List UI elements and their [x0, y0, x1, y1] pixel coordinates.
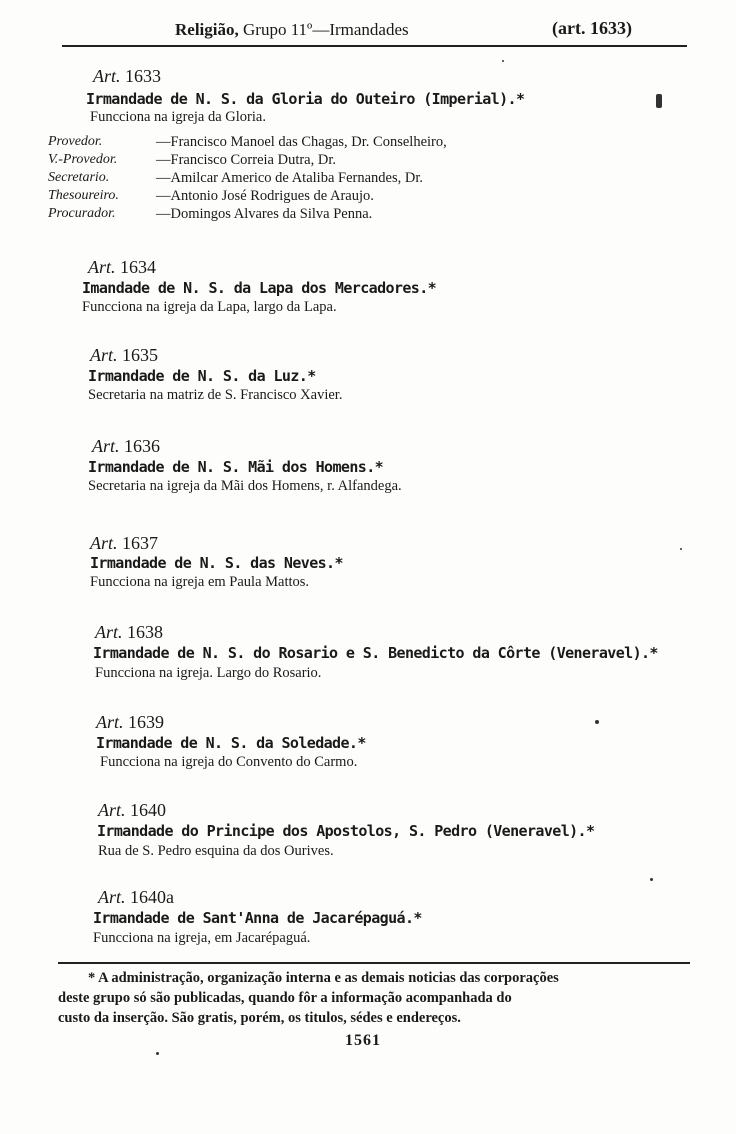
running-header	[175, 20, 409, 40]
officer-row	[48, 152, 568, 170]
officers-list	[48, 134, 568, 224]
article-title: Irmandade do Principe dos Apostolos, S. Pedro (Veneravel).*	[97, 822, 595, 840]
officer-role: Thesoureiro.	[48, 188, 119, 203]
footnote-line: custo da inserção. São gratis, porém, os titulos, sédes e endereços.	[58, 1010, 461, 1026]
ink-speck	[680, 548, 682, 550]
article-location: Funcciona na igreja. Largo do Rosario.	[95, 665, 322, 681]
article-number: Art. 1640a	[98, 887, 175, 907]
header-section: Religião,	[175, 20, 239, 39]
officer-name: —Francisco Manoel das Chagas, Dr. Conselheiro,	[156, 134, 447, 150]
article-number: Art. 1635	[90, 345, 159, 365]
officer-name: —Antonio José Rodrigues de Araujo.	[156, 188, 374, 204]
officer-row	[48, 170, 568, 188]
officer-row	[48, 134, 568, 152]
article-number: Art. 1637	[90, 533, 159, 553]
article-number: Art. 1633	[93, 66, 162, 86]
ink-speck	[502, 60, 504, 62]
article-title: Irmandade de N. S. da Gloria do Outeiro (Imperial).*	[86, 90, 525, 108]
article-location: Funcciona na igreja, em Jacarépaguá.	[93, 930, 311, 946]
officer-name: —Amilcar Americo de Ataliba Fernandes, Dr.	[156, 170, 423, 186]
officer-row	[48, 188, 568, 206]
article-location: Funcciona na igreja da Gloria.	[90, 109, 266, 125]
officer-role: Secretario.	[48, 170, 110, 185]
officer-row	[48, 206, 568, 224]
article-location: Funcciona na igreja da Lapa, largo da Lapa.	[82, 299, 337, 315]
article-location: Secretaria na igreja da Mãi dos Homens, r. Alfandega.	[88, 478, 402, 494]
ink-speck	[156, 1052, 159, 1055]
article-title: Irmandade de N. S. Mãi dos Homens.*	[88, 458, 384, 476]
article-title: Irmandade de N. S. da Luz.*	[88, 367, 316, 385]
article-location: Funcciona na igreja do Convento do Carmo.	[100, 754, 358, 770]
article-number: Art. 1638	[95, 622, 164, 642]
article-title: Irmandade de N. S. das Neves.*	[90, 554, 343, 572]
officer-name: —Domingos Alvares da Silva Penna.	[156, 206, 373, 222]
officer-role: V.-Provedor.	[48, 152, 118, 167]
header-group: Grupo 11º—Irmandades	[243, 20, 409, 39]
article-location: Rua de S. Pedro esquina da dos Ourives.	[98, 843, 334, 859]
footnote	[58, 968, 694, 1028]
article-title: Irmandade de N. S. da Soledade.*	[96, 734, 366, 752]
article-number: Art. 1640	[98, 800, 167, 820]
ink-speck	[650, 878, 653, 881]
page-number: 1561	[345, 1032, 381, 1049]
article-number: Art. 1639	[96, 712, 165, 732]
footnote-line: deste grupo só são publicadas, quando fôr a informação acompanhada do	[58, 990, 512, 1006]
article-number: Art. 1636	[92, 436, 161, 456]
ink-speck	[656, 94, 662, 108]
article-title: Irmandade de Sant'Anna de Jacarépaguá.*	[93, 909, 422, 927]
ink-speck	[595, 720, 599, 724]
article-location: Secretaria na matriz de S. Francisco Xavier.	[88, 387, 343, 403]
article-number: Art. 1634	[88, 257, 157, 277]
article-title: Imandade de N. S. da Lapa dos Mercadores.*	[82, 279, 437, 297]
header-rule	[62, 45, 687, 47]
officer-role: Provedor.	[48, 134, 103, 149]
footnote-rule	[58, 962, 690, 964]
header-article-ref: (art. 1633)	[552, 18, 632, 38]
article-location: Funcciona na igreja em Paula Mattos.	[90, 574, 310, 590]
officer-role: Procurador.	[48, 206, 116, 221]
footnote-line: * A administração, organização interna e as demais noticias das corporações	[88, 970, 559, 986]
officer-name: —Francisco Correia Dutra, Dr.	[156, 152, 336, 168]
article-title: Irmandade de N. S. do Rosario e S. Benedicto da Côrte (Veneravel).*	[93, 644, 658, 662]
